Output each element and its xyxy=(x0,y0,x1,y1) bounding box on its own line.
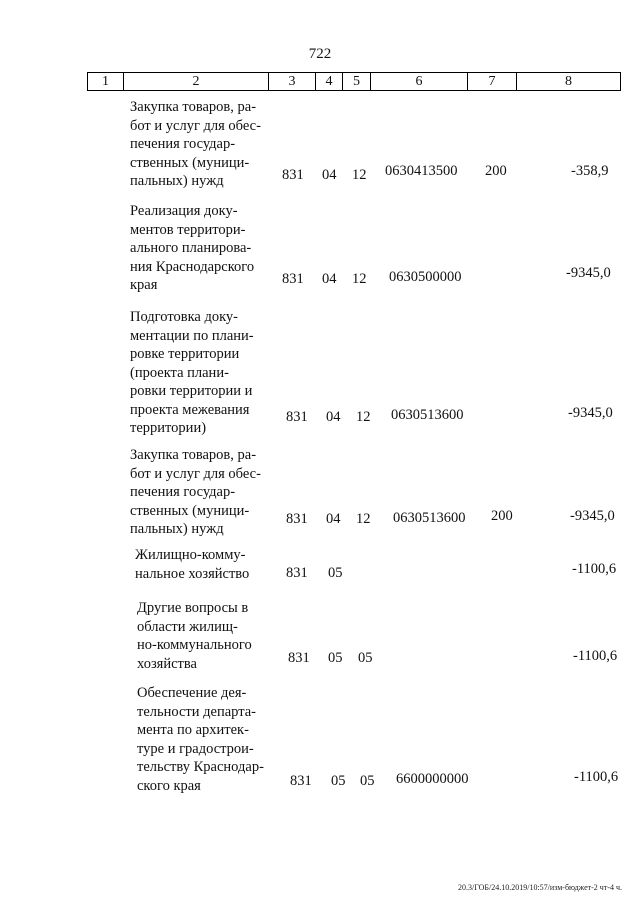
page-number: 722 xyxy=(308,46,332,62)
column-header-2: 2 xyxy=(124,73,269,91)
row-name-line: туре и градострои- xyxy=(137,740,254,757)
row-rz: 04 xyxy=(322,167,337,183)
column-header-5: 5 xyxy=(343,73,371,91)
row-name-line: Реализация доку- xyxy=(130,203,238,219)
row-name xyxy=(135,546,275,583)
row-ved: 831 xyxy=(282,271,304,287)
row-rz: 04 xyxy=(322,271,337,287)
row-ved: 831 xyxy=(286,565,308,581)
row-name-line: бот и услуг для обес- xyxy=(130,465,261,482)
row-pr: 05 xyxy=(360,773,375,789)
row-name xyxy=(130,202,270,295)
row-name-line: пальных) нужд xyxy=(130,521,224,537)
row-ved: 831 xyxy=(286,409,308,425)
row-rz: 04 xyxy=(326,511,341,527)
row-name-line: но-коммунального xyxy=(137,637,252,653)
row-name-line: печения государ- xyxy=(130,484,236,500)
row-name-line: Жилищно-комму- xyxy=(135,547,246,563)
row-ved: 831 xyxy=(290,773,312,789)
row-name xyxy=(130,446,270,539)
row-sum: -9345,0 xyxy=(570,508,615,524)
row-name-line: хозяйства xyxy=(137,655,197,672)
row-rz: 05 xyxy=(328,650,343,666)
row-csr: 0630513600 xyxy=(393,510,466,526)
row-sum: -1100,6 xyxy=(572,561,617,577)
row-name-line: пальных) нужд xyxy=(130,173,224,189)
row-name-line: тельности департа- xyxy=(137,703,256,720)
row-name-line: печения государ- xyxy=(130,136,236,152)
row-ved: 831 xyxy=(282,167,304,183)
row-name-line: Обеспечение дея- xyxy=(137,685,247,701)
row-sum: -1100,6 xyxy=(573,648,618,664)
row-name-line: ровки территории и xyxy=(130,383,253,399)
row-name-line: ального планирова- xyxy=(130,240,252,256)
row-name xyxy=(130,308,270,438)
row-name-line: Закупка товаров, ра- xyxy=(130,99,257,115)
row-ved: 831 xyxy=(288,650,310,666)
row-csr: 6600000000 xyxy=(396,771,469,787)
row-name-line: нальное хозяйство xyxy=(135,565,250,582)
document-footer: 20.3/ГОБ/24.10.2019/10:57/изм-бюджет-2 чт-4 ч. xyxy=(457,883,622,892)
row-name-line: ментов территори- xyxy=(130,221,246,238)
row-name xyxy=(137,599,277,673)
row-name-line: ровке территории xyxy=(130,346,240,362)
column-header-8: 8 xyxy=(517,73,621,91)
column-header-row xyxy=(88,73,621,91)
column-header-7: 7 xyxy=(468,73,517,91)
row-pr: 05 xyxy=(358,650,373,666)
row-pr: 12 xyxy=(356,511,371,527)
row-name-line: Другие вопросы в xyxy=(137,600,249,616)
row-name-line: (проекта плани- xyxy=(130,364,229,381)
row-name xyxy=(137,684,277,795)
row-name-line: проекта межевания xyxy=(130,401,250,418)
row-csr: 0630413500 xyxy=(385,163,458,179)
row-sum: -358,9 xyxy=(571,163,609,179)
row-name-line: области жилищ- xyxy=(137,618,238,635)
row-name-line: Подготовка доку- xyxy=(130,309,238,325)
row-pr: 12 xyxy=(352,271,367,287)
row-rz: 05 xyxy=(328,565,343,581)
row-name-line: мента по архитек- xyxy=(137,722,249,738)
column-header-table xyxy=(87,72,621,91)
row-name-line: ния Краснодарского xyxy=(130,258,255,275)
row-name-line: Закупка товаров, ра- xyxy=(130,447,257,463)
row-name-line: территории) xyxy=(130,420,207,436)
row-name-line: бот и услуг для обес- xyxy=(130,117,261,134)
row-csr: 0630513600 xyxy=(391,407,464,423)
row-name-line: ментации по плани- xyxy=(130,327,254,344)
row-rz: 04 xyxy=(326,409,341,425)
row-csr: 0630500000 xyxy=(389,269,462,285)
column-header-4: 4 xyxy=(316,73,343,91)
row-rz: 05 xyxy=(331,773,346,789)
row-name-line: ственных (муници- xyxy=(130,154,250,171)
row-sum: -9345,0 xyxy=(568,405,613,421)
row-name-line: ственных (муници- xyxy=(130,502,250,519)
row-pr: 12 xyxy=(356,409,371,425)
row-ved: 831 xyxy=(286,511,308,527)
row-vr: 200 xyxy=(485,163,507,179)
column-header-3: 3 xyxy=(269,73,316,91)
row-name xyxy=(130,98,270,191)
row-name-line: ского края xyxy=(137,777,201,794)
row-pr: 12 xyxy=(352,167,367,183)
column-header-6: 6 xyxy=(371,73,468,91)
row-name-line: края xyxy=(130,277,158,293)
row-name-line: тельству Краснодар- xyxy=(137,759,264,775)
row-vr: 200 xyxy=(491,508,513,524)
row-sum: -1100,6 xyxy=(574,769,619,785)
row-sum: -9345,0 xyxy=(566,265,611,281)
column-header-1: 1 xyxy=(88,73,124,91)
